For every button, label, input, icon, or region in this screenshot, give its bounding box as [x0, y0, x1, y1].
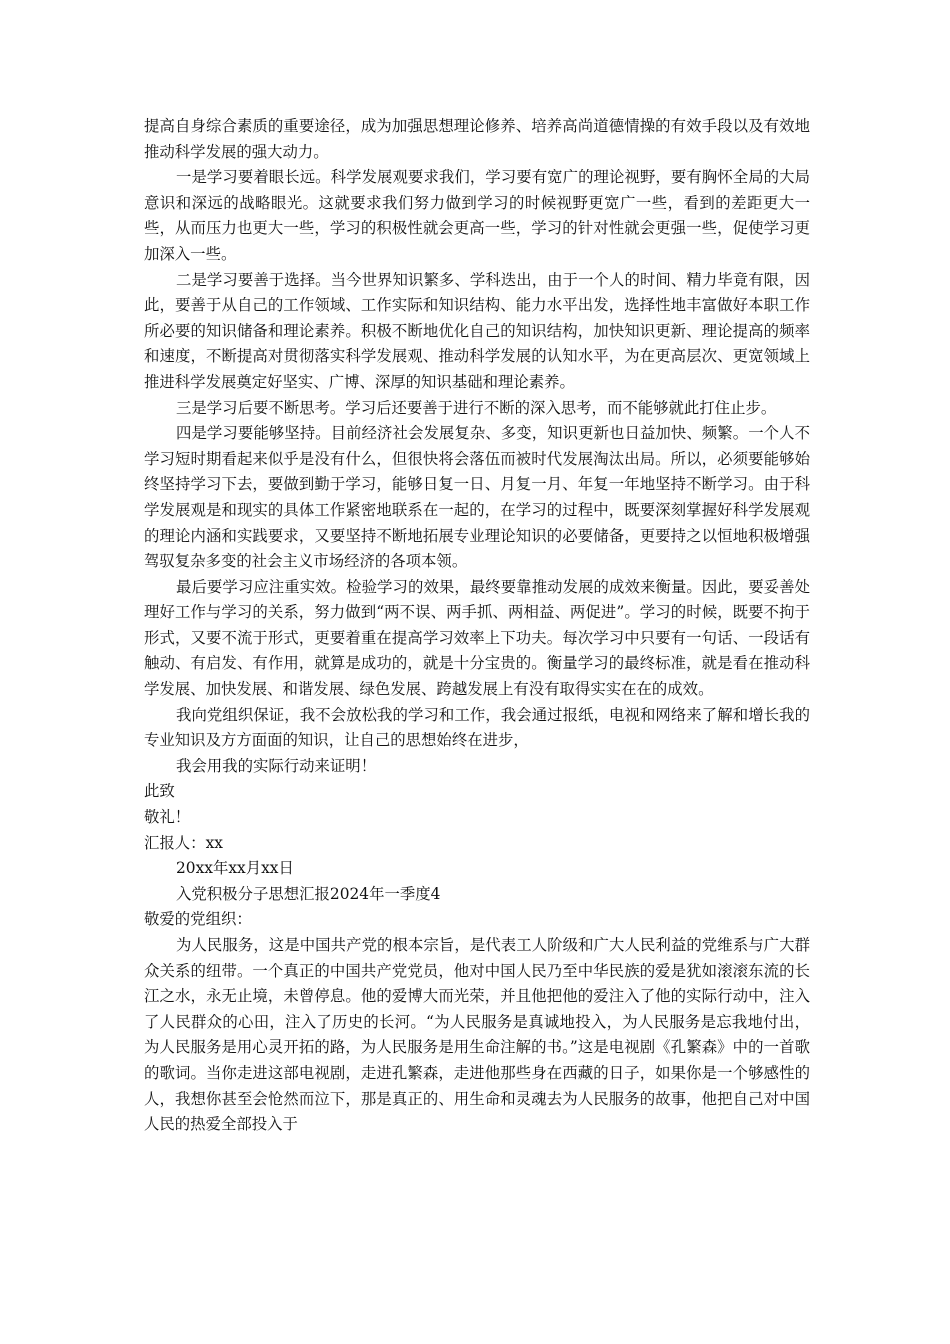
paragraph-intro: 提高自身综合素质的重要途径，成为加强思想理论修养、培养高尚道德情操的有效手段以及有效地推动科学发展的强大动力。: [144, 117, 810, 161]
section-title: 入党积极分子思想汇报2024年一季度4: [176, 884, 441, 903]
closing-salutation: 此致: [144, 782, 175, 801]
document-page: [144, 114, 810, 1138]
paragraph-point-one: 一是学习要着眼长远。科学发展观要求我们，学习要有宽广的理论视野，要有胸怀全局的大局意识和深远的战略眼光。这就要求我们努力做到学习的时候视野更宽广一些，看到的差距更大一些，从而压力也更大一些，学习的积极性就会更高一些，学习的针对性就会更强一些，促使学习更加深入一些。: [144, 168, 810, 263]
paragraph-pledge-action: 我会用我的实际行动来证明！: [176, 756, 377, 775]
closing-respect: 敬礼！: [144, 808, 191, 827]
paragraph-serve-people: 为人民服务，这是中国共产党的根本宗旨，是代表工人阶级和广大人民利益的党维系与广大群众关系的纽带。一个真正的中国共产党党员，他对中国人民乃至中华民族的爱是犹如滚滚东流的长江之水，永无止境，未曾停息。他的爱博大而光荣，并且他把他的爱注入了他的实际行动中，注入了人民群众的心田，注入了历史的长河。“为人民服务是真诚地投入，为人民服务是忘我地付出，为人民服务是用心灵开拓的路，为人民服务是用生命注解的书。”这是电视剧《孔繁森》中的一首歌的歌词。当你走进这部电视剧，走进孔繁森，走进他那些身在西藏的日子，如果你是一个够感性的人，我想你甚至会怆然而泣下，那是真正的、用生命和灵魂去为人民服务的故事，他把自己对中国人民的热爱全部投入于: [144, 936, 810, 1134]
reporter-line: 汇报人：xx: [144, 833, 223, 852]
paragraph-point-three: 三是学习后要不断思考。学习后还要善于进行不断的深入思考，而不能够就此打住止步。: [176, 398, 777, 417]
greeting-line: 敬爱的党组织：: [144, 910, 252, 929]
paragraph-point-two: 二是学习要善于选择。当今世界知识繁多、学科迭出，由于一个人的时间、精力毕竟有限，因此，要善于从自己的工作领域、工作实际和知识结构、能力水平出发，选择性地丰富做好本职工作所必要的知识储备和理论素养。积极不断地优化自己的知识结构，加快知识更新、理论提高的频率和速度，不断提高对贯彻落实科学发展观、推动科学发展的认知水平，为在更高层次、更宽领域上推进科学发展奠定好坚实、广博、深厚的知识基础和理论素养。: [144, 270, 810, 391]
paragraph-point-four: 四是学习要能够坚持。目前经济社会发展复杂、多变，知识更新也日益加快、频繁。一个人不学习短时期看起来似乎是没有什么，但很快将会落伍而被时代发展淘汰出局。所以，必须要能够始终坚持学习下去，要做到勤于学习，能够日复一日、月复一月、年复一年地坚持不断学习。由于科学发展观是和现实的具体工作紧密地联系在一起的，在学习的过程中，既要深刻掌握好科学发展观的理论内涵和实践要求，又要坚持不断地拓展专业理论知识的必要储备，更要持之以恒地积极增强驾驭复杂多变的社会主义市场经济的各项本领。: [144, 424, 810, 571]
paragraph-pledge: 我向党组织保证，我不会放松我的学习和工作，我会通过报纸，电视和网络来了解和增长我的专业知识及方方面面的知识，让自己的思想始终在进步，: [144, 705, 810, 750]
date-line: 20xx年xx月xx日: [176, 859, 294, 878]
paragraph-point-last: 最后要学习应注重实效。检验学习的效果，最终要靠推动发展的成效来衡量。因此，要妥善处理好工作与学习的关系，努力做到“两不误、两手抓、两相益、两促进”。学习的时候，既要不拘于形式，又要不流于形式，更要着重在提高学习效率上下功夫。每次学习中只要有一句话、一段话有触动、有启发、有作用，就算是成功的，就是十分宝贵的。衡量学习的最终标准，就是看在推动科学发展、加快发展、和谐发展、绿色发展、跨越发展上有没有取得实实在在的成效。: [144, 577, 810, 699]
